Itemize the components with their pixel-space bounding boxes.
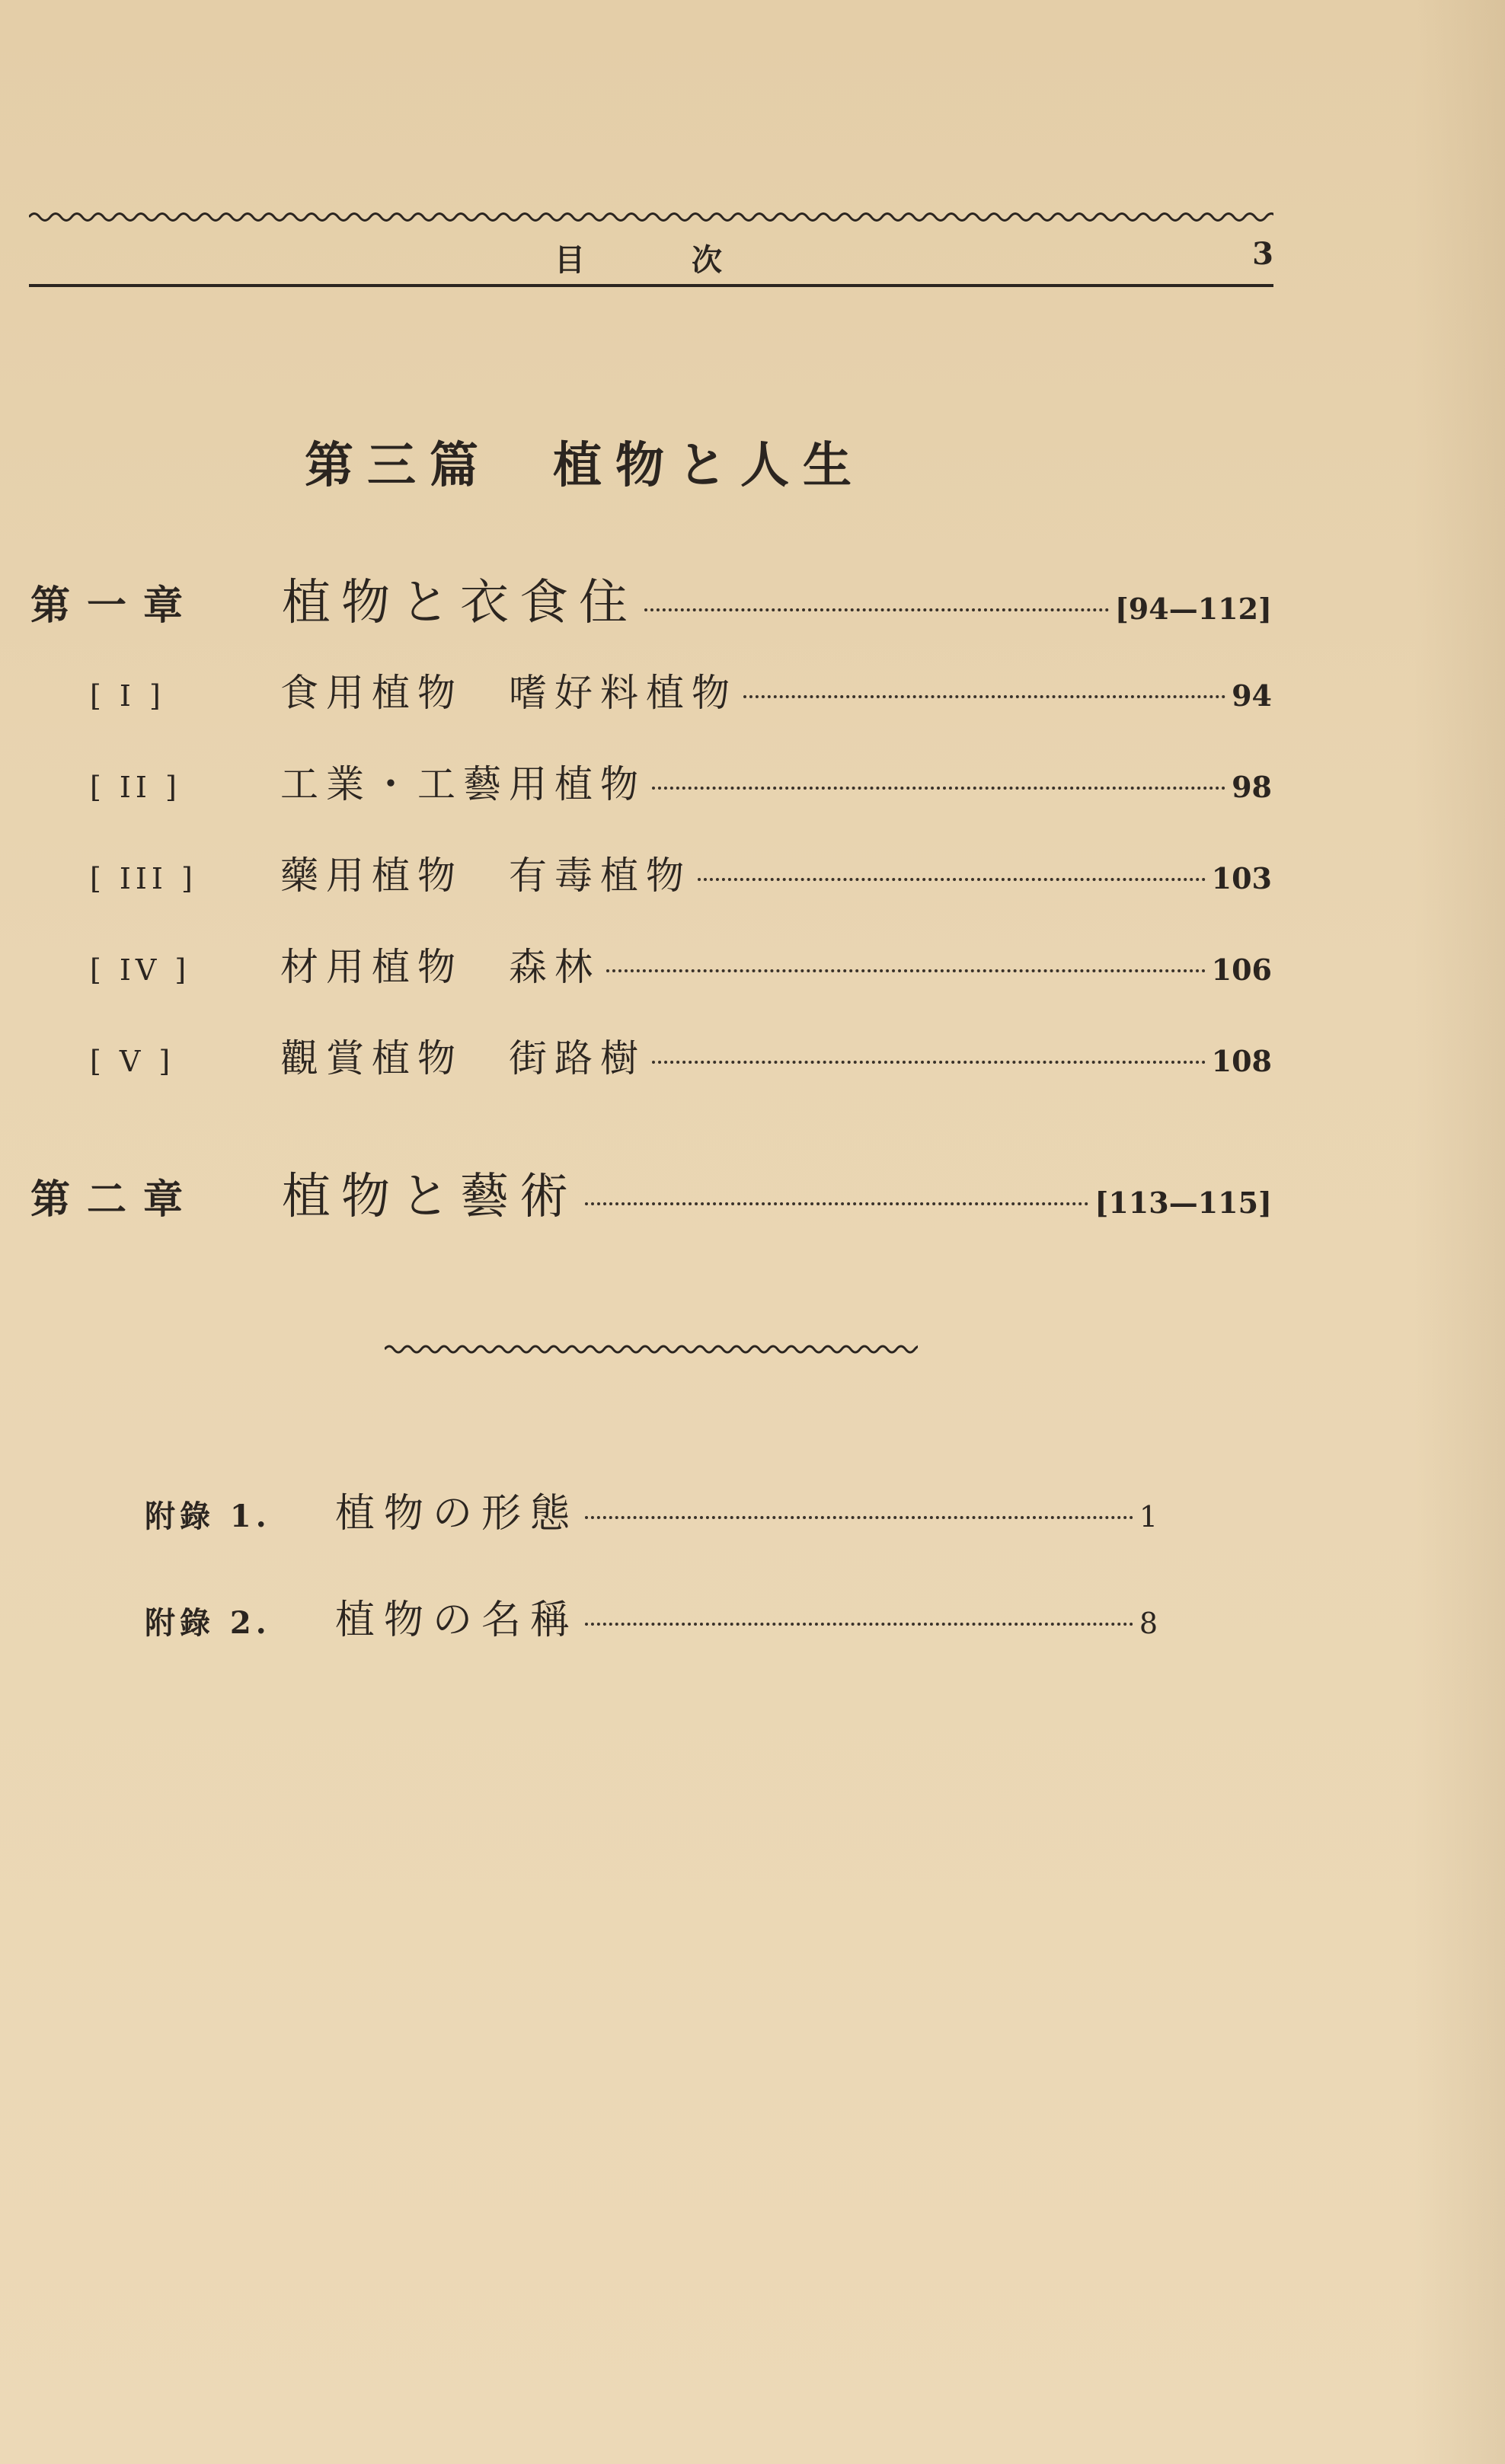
section-title: 觀賞植物 街路樹 [280,1036,646,1080]
section-page: 98 [1232,770,1272,804]
toc-chapter-1[interactable] [30,563,1272,632]
ornamental-wave-divider [385,1342,918,1357]
toc-section-1[interactable] [90,662,1272,723]
dot-leader [652,1061,1206,1064]
toc-section-2[interactable] [90,754,1272,815]
chapter-page-range: [113—115] [1094,1186,1272,1220]
section-page: 106 [1211,953,1272,987]
section-page: 103 [1211,861,1272,895]
appendix-label: 附錄 2. [145,1605,271,1641]
running-head [29,194,1273,293]
toc-appendix-1[interactable] [145,1481,1158,1542]
appendix-title: 植物の形態 [335,1491,580,1537]
toc-section-4[interactable] [90,937,1272,997]
section-title: 食用植物 嗜好料植物 [280,671,737,715]
appendix-title: 植物の名稱 [335,1597,580,1643]
chapter-page-range: [94—112] [1114,592,1272,626]
ornamental-wave-rule [29,208,1273,226]
part-heading [305,426,990,495]
dot-leader [585,1623,1133,1626]
appendix-page: 8 [1139,1607,1158,1640]
section-title: 藥用植物 有毒植物 [280,854,692,898]
page-edge-shadow [1414,0,1505,2464]
toc-section-3[interactable] [90,845,1272,906]
running-head-title: 目次 [554,242,829,278]
dot-leader [652,787,1225,790]
dot-leader [698,878,1206,881]
section-title: 工業・工藝用植物 [280,762,646,806]
running-head-rule [29,284,1273,287]
toc-appendix-2[interactable] [145,1588,1158,1649]
dot-leader [585,1516,1133,1519]
section-label: [ IV ] [90,953,191,987]
section-label: [ V ] [90,1045,175,1078]
running-head-page-number: 3 [1252,236,1273,272]
part-number: 第三篇 [305,437,492,494]
section-label: [ II ] [90,771,181,804]
dot-leader [743,695,1225,698]
chapter-label: 第二章 [30,1176,200,1223]
dot-leader [585,1202,1088,1205]
section-label: [ III ] [90,862,197,895]
chapter-title: 植物と藝術 [282,1169,579,1225]
toc-chapter-2[interactable] [30,1157,1272,1226]
appendix-label: 附錄 1. [145,1499,271,1534]
dot-leader [644,608,1109,611]
chapter-label: 第一章 [30,582,200,629]
section-title: 材用植物 森林 [280,945,600,989]
section-page: 108 [1211,1044,1272,1078]
part-title: 植物と人生 [553,437,865,494]
section-page: 94 [1232,678,1272,713]
section-label: [ I ] [90,679,165,713]
dot-leader [606,969,1206,972]
appendix-page: 1 [1139,1500,1158,1534]
toc-section-5[interactable] [90,1028,1272,1089]
chapter-title: 植物と衣食住 [282,575,638,631]
